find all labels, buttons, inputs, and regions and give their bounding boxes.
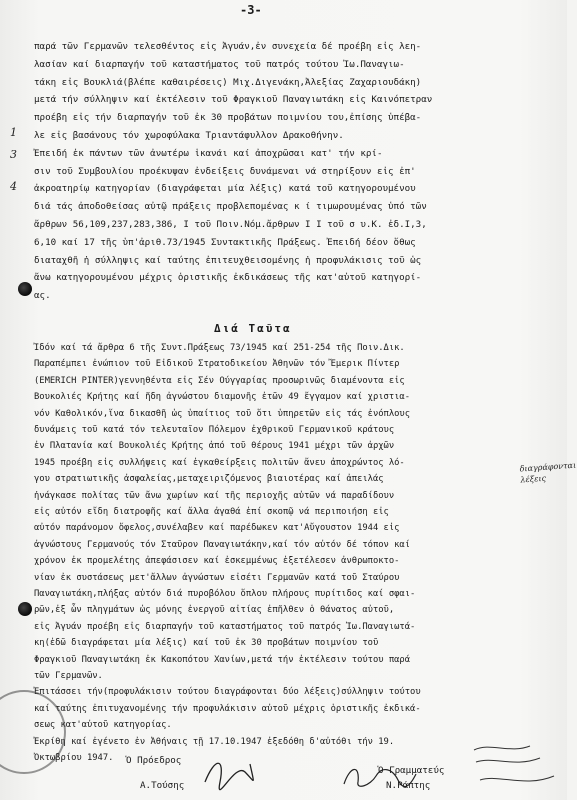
text-line: ἠνάγκασε πολίτας τῶν ἄνω χωρίων καί τῆς περιοχῆς αὐτῶν νά παραδίδουν [34, 490, 395, 501]
text-line: Παραπέμπει ἐνώπιον τοῦ Εἰδικοῦ Στρατοδικείου Ἀθηνῶν τόν Ἔμερικ Πίντερ [34, 359, 400, 370]
text-line: Παναγιωτάκη,πλήξας αὐτόν διά πυροβόλου ὅπλου πλήρους πυρίτιδος καί σφαι- [34, 589, 416, 599]
punch-hole-bottom [18, 602, 32, 616]
text-line: γου στρατιωτικῆς ἀσφαλείας,μεταχειριζόμενος βιαιοτέρας καί ἀπειλάς [34, 474, 384, 485]
text-line: ρῶν,ἐξ ὧν πληγμάτων ὡς μόνης ἐνεργοῦ αἰτίας ἐπῆλθεν ὁ θάνατος αὐτοῦ, [34, 605, 395, 616]
text-line: δυνάμεις τοῦ κατά τόν τελευταῖον Πόλεμον ἐχθρικοῦ Γερμανικοῦ κράτους [34, 425, 395, 435]
text-line: 6,10 καί 17 τῆς ὑπ'ἀριθ.73/1945 Συντακτικῆς Πράξεως. Ἐπειδή δέον ὅθως [34, 236, 416, 248]
text-line: Ἰδόν καί τά ἄρθρα 6 τῆς Συντ.Πράξεως 73/1945 καί 251-254 τῆς Ποιν.Δικ. [34, 343, 405, 353]
text-line: λε εἰς βασάνους τόν χωροφύλακα Τριαντάφυλλον Δρακοθήνην. [34, 130, 344, 141]
president-signature [200, 752, 260, 792]
text-line: Ἐπειδή ἐκ πάντων τῶν ἀνωτέρω ἱκανάι καί ἀποχρῶσαι κατ' τήν κρί- [34, 147, 383, 159]
text-line: Ἐκρίθη καί ἐγένετο ἐν Ἀθήναις τῇ 17.10.1947 ἐξεδόθη δ'αὐτόθι τήν 19. [34, 736, 395, 747]
text-line: προέβη εἰς τήν διαρπαγήν τοῦ ἐκ 30 προβάτων ποιμνίου του,ἐπίσης ὑπέβα- [34, 112, 422, 124]
registry-signature [470, 740, 560, 796]
text-line: ἀγνώστους Γερμανούς τόν Σταῦρον Παναγιωτάκην,καί τόν αὐτόν δέ τόπον καί [34, 539, 411, 550]
text-line: παρά τῶν Γερμανῶν τελεσθέντος εἰς Ἀγυάν,ἐν συνεχεία δέ προέβη εἰς λεη- [34, 41, 422, 52]
margin-handwritten-note: διαγράφονται λέξεις [519, 460, 577, 485]
text-line: χρόνον ἐκ προμελέτης ἀπεφάσισεν καί ἐσκεμμένως ἐξετέλεσεν ἀνθρωποκτο- [34, 556, 400, 567]
text-line: νόν Καθολικόν,ἵνα δικασθῆ ὡς ὑπαίτιος τοῦ ὅτι ὑπηρετῶν εἰς τάς ἐνόπλους [34, 408, 411, 419]
text-line: Βουκολιές Κρήτης καί ἤδη ἀγνώστου διαμονῆς ἐτῶν 49 ἔγγαμον καί χριστια- [34, 392, 411, 403]
page-number: -3- [240, 3, 262, 17]
margin-number: 4 [10, 180, 17, 193]
president-title: Ὁ Πρόεδρος [126, 755, 182, 766]
text-line: ἄρθρων 56,109,237,283,386, Ι τοῦ Ποιν.Νόμ.ἄρθρων Ι Ι τοῦ σ υ.Κ. ἐδ.Ι,3, [34, 219, 427, 230]
text-line: ἐν Πλατανία καί Βουκολιές Κρήτης ἀπό τοῦ θέρους 1941 μέχρι τῶν ἀρχῶν [34, 441, 395, 452]
text-line: εἰς Ἀγυάν προέβη εἰς διαρπαγήν τοῦ καταστήματος τοῦ πατρός Ἰω.Παναγιωτά- [34, 621, 416, 632]
president-name: Α.Τούσης [140, 780, 185, 791]
text-line: (EMERICH PINTER)γεννηθέντα εἰς Σέν Ούγγαρίας προσωρινῶς διαμένοντα εἰς [34, 375, 405, 386]
text-line: μετά τήν σύλληψιν καί ἐκτέλεσιν τοῦ Φραγκιοῦ Παναγιωτάκη εἰς Καινόπετραν [34, 94, 433, 106]
text-line: διαταχθῆ ἡ σύλληψις καί ταύτης ἐπιτευχθεισομένης ἡ προφυλάκισις τοῦ ὡς [34, 254, 422, 266]
punch-hole-top [18, 282, 32, 296]
secretary-signature [340, 756, 420, 796]
text-line: λασίαν καί διαρπαγήν τοῦ καταστήματος τοῦ πατρός τούτου Ἰω.Παναγιω- [34, 58, 405, 70]
text-line: Φραγκιοῦ Παναγιωτάκη ἐκ Κακοπότου Χανίων,μετά τήν ἐκτέλεσιν τούτου παρά [34, 654, 411, 665]
text-line: ἀκροατηρίῳ κατηγορίαν (διαγράφεται μία λέξις) κατά τοῦ κατηγορουμένου [34, 183, 416, 195]
text-line: διά τάς ἀποδοθείσας αὐτῷ πράξεις προβλεπομένας κ ί τιμωρουμένας ὑπό τῶν [34, 201, 427, 213]
margin-number: 1 [10, 126, 17, 139]
secretary-title: Ὁ Γραμματεύς [378, 765, 445, 776]
text-line: τῶν Γερμανῶν. [34, 671, 103, 681]
text-line: σιν τοῦ Συμβουλίου προέκυψαν ἐνδείξεις δυνάμεναι νά στηρίξουν εἰς ἐπ' [34, 165, 416, 177]
text-line: εἰς αὐτόν εἴδη διατροφῆς καί ἄλλα ἀγαθά ἐπί σκοπῷ νά περιποιήση εἰς [34, 507, 389, 517]
text-line: ας. [34, 290, 51, 302]
text-line: 1945 προέβη εἰς συλλήψεις καί ἐγκαθείρξεις πολιτῶν ἄνευ ἀποχρώντος λό- [34, 457, 405, 468]
text-line: αὐτόν παράνομον ὄφελος,συνέλαβεν καί παρέδωκεν κατ'Αὔγουστον 1944 εἰς [34, 523, 400, 534]
secretary-name: Ν.Ράπτης [386, 780, 431, 791]
text-line: νίαν ἐκ συστάσεως μετ'ἄλλων ἀγνώστων εἰσέτι Γερμανῶν κατά τοῦ Σταύρου [34, 572, 400, 583]
text-line: τάκη εἰς Βουκλιά(βλέπε καθαιρέσεις) Μιχ.Διγενάκη,Ἀλεξίας Ζαχαριουδάκη) [34, 76, 422, 88]
margin-number: 3 [10, 148, 17, 161]
text-line: Ἐπιτάσσει τήν(προφυλάκισιν τούτου διαγράφονται δύο λέξεις)σύλληψιν τούτου [34, 687, 421, 698]
text-line: Ὀκτωβρίου 1947. [34, 753, 114, 763]
text-line: ἄνω κατηγορουμένου μέχρις ὁριστικῆς ἐκδικάσεως τῆς κατ'αὐτοῦ κατηγορί- [34, 272, 422, 284]
text-line: καί ταύτης ἐπιτυχανομένης τήν προφυλάκισιν αὐτοῦ μέχρις ὁριστικῆς ἐκδικά- [34, 703, 421, 714]
text-line: κη(ἐδῶ διαγράφεται μία λέξις) καί τοῦ ἐκ 30 προβάτων ποιμνίου τοῦ [34, 638, 379, 649]
text-line: σεως κατ'αὐτοῦ κατηγορίας. [34, 720, 172, 731]
section-heading: Διά Ταῦτα [214, 322, 292, 335]
